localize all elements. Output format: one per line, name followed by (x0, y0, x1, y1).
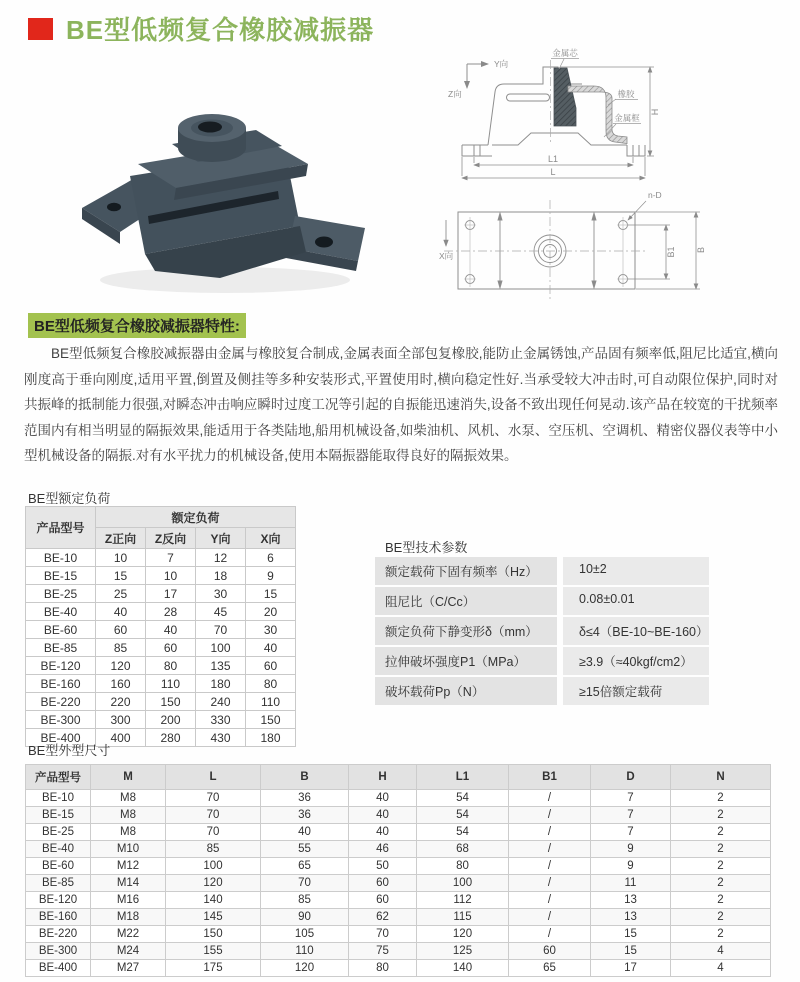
value-cell: 80 (417, 858, 509, 875)
value-cell: 280 (146, 729, 196, 747)
value-cell: 17 (591, 960, 671, 977)
features-paragraph: BE型低频复合橡胶减振器由金属与橡胶复合制成,金属表面全部包复橡胶,能防止金属锈蚀,产品固有频率低,阻尼比适宜,横向刚度高于垂向刚度,适用平置,倒置及侧挂等多种安装形式,平置使用时,横向稳定性好.当承受较大冲击时,可自动限位保护,同时对共振峰的抵制能力很强,对瞬态冲击响应瞬时过度工况等引起的自振能迅速消失,设备不致出现任何晃动.该产品在较宽的干扰频率范围内有相当明显的隔振效果,能适用于各类陆地,船用机械设备,如柴油机、风机、水泵、空压机、空调机、精密仪器仪表等中小型机械设备的隔振.对有水平扰力的机械设备,使用本隔振器能取得良好的隔振效果。 (24, 346, 778, 463)
value-cell: 65 (261, 858, 349, 875)
value-cell: 70 (261, 875, 349, 892)
value-cell: / (509, 875, 591, 892)
param-value-cell: δ≤4（BE-10~BE-160） (563, 617, 709, 645)
column-header: Z正向 (96, 528, 146, 549)
value-cell: 85 (166, 841, 261, 858)
column-header: D (591, 765, 671, 790)
value-cell: M10 (91, 841, 166, 858)
table-row (375, 677, 709, 705)
dim-l1-label: L1 (547, 154, 559, 164)
value-cell: 15 (96, 567, 146, 585)
model-cell: BE-85 (26, 639, 96, 657)
dim-h-label: H (650, 108, 660, 116)
holes-count-label: n-D (648, 190, 662, 200)
table-row (26, 675, 296, 693)
value-cell: 115 (417, 909, 509, 926)
value-cell: 2 (671, 926, 771, 943)
value-cell: 54 (417, 807, 509, 824)
value-cell: 135 (196, 657, 246, 675)
value-cell: M18 (91, 909, 166, 926)
table-row (26, 549, 296, 567)
model-cell: BE-400 (26, 960, 91, 977)
param-name-cell: 拉伸破坏强度P1（MPa） (375, 647, 557, 675)
value-cell: M12 (91, 858, 166, 875)
model-cell: BE-300 (26, 711, 96, 729)
table-row (26, 926, 771, 943)
column-header: Z反向 (146, 528, 196, 549)
value-cell: 62 (349, 909, 417, 926)
value-cell: 220 (96, 693, 146, 711)
model-cell: BE-40 (26, 603, 96, 621)
product-photo (60, 56, 392, 301)
value-cell: 30 (246, 621, 296, 639)
value-cell: 65 (509, 960, 591, 977)
value-cell: 2 (671, 858, 771, 875)
value-cell: 17 (146, 585, 196, 603)
table-row (26, 858, 771, 875)
value-cell: M8 (91, 790, 166, 807)
tech-params-table (375, 557, 709, 707)
table-row (26, 807, 771, 824)
param-value-cell: ≥15倍额定载荷 (563, 677, 709, 705)
plan-view-drawing (438, 186, 768, 316)
value-cell: 180 (246, 729, 296, 747)
value-cell: 25 (96, 585, 146, 603)
table-row (26, 790, 771, 807)
value-cell: / (509, 807, 591, 824)
model-cell: BE-10 (26, 549, 96, 567)
value-cell: / (509, 824, 591, 841)
table-row (26, 892, 771, 909)
model-cell: BE-15 (26, 567, 96, 585)
value-cell: 240 (196, 693, 246, 711)
value-cell: 400 (96, 729, 146, 747)
value-cell: 15 (246, 585, 296, 603)
model-cell: BE-40 (26, 841, 91, 858)
value-cell: 15 (591, 926, 671, 943)
value-cell: / (509, 909, 591, 926)
column-group-header: 额定负荷 (96, 507, 296, 528)
value-cell: 430 (196, 729, 246, 747)
value-cell: 180 (196, 675, 246, 693)
value-cell: 45 (196, 603, 246, 621)
value-cell: 120 (417, 926, 509, 943)
dim-b-label: B (696, 246, 706, 254)
value-cell: 40 (349, 824, 417, 841)
value-cell: 85 (96, 639, 146, 657)
column-header: Y向 (196, 528, 246, 549)
value-cell: M22 (91, 926, 166, 943)
tech-params-title: BE型技术参数 (385, 540, 468, 555)
value-cell: 40 (146, 621, 196, 639)
rated-load-table (25, 506, 296, 747)
model-cell: BE-120 (26, 892, 91, 909)
value-cell: 105 (261, 926, 349, 943)
table-row (26, 603, 296, 621)
value-cell: 13 (591, 892, 671, 909)
value-cell: 40 (261, 824, 349, 841)
value-cell: 7 (591, 790, 671, 807)
model-cell: BE-400 (26, 729, 96, 747)
model-cell: BE-15 (26, 807, 91, 824)
value-cell: M8 (91, 824, 166, 841)
value-cell: 36 (261, 790, 349, 807)
value-cell: 40 (349, 807, 417, 824)
value-cell: 4 (671, 960, 771, 977)
value-cell: 110 (146, 675, 196, 693)
value-cell: 330 (196, 711, 246, 729)
model-cell: BE-25 (26, 824, 91, 841)
value-cell: 75 (349, 943, 417, 960)
param-value-cell: ≥3.9（≈40kgf/cm2） (563, 647, 709, 675)
value-cell: 20 (246, 603, 296, 621)
axis-x-label: X向 (439, 251, 454, 261)
red-square-bullet-icon (28, 18, 53, 40)
param-name-cell: 额定载荷下固有频率（Hz） (375, 557, 557, 585)
model-cell: BE-300 (26, 943, 91, 960)
value-cell: 120 (261, 960, 349, 977)
value-cell: 160 (96, 675, 146, 693)
value-cell: M14 (91, 875, 166, 892)
value-cell: 155 (166, 943, 261, 960)
axis-y-label: Y向 (494, 59, 509, 69)
value-cell: / (509, 841, 591, 858)
value-cell: 10 (146, 567, 196, 585)
value-cell: 2 (671, 807, 771, 824)
axis-z-label: Z向 (448, 89, 462, 99)
dimension-table-title: BE型外型尺寸 (28, 743, 111, 758)
table-row (26, 960, 771, 977)
dim-b1-label: B1 (666, 246, 676, 258)
value-cell: 110 (246, 693, 296, 711)
value-cell: 12 (196, 549, 246, 567)
dimension-table (25, 764, 771, 977)
value-cell: 150 (246, 711, 296, 729)
value-cell: 80 (246, 675, 296, 693)
value-cell: 2 (671, 824, 771, 841)
model-cell: BE-25 (26, 585, 96, 603)
value-cell: 11 (591, 875, 671, 892)
value-cell: 140 (166, 892, 261, 909)
model-cell: BE-85 (26, 875, 91, 892)
value-cell: 140 (417, 960, 509, 977)
value-cell: 120 (166, 875, 261, 892)
table-row (26, 567, 296, 585)
column-header-model: 产品型号 (26, 507, 96, 549)
value-cell: M27 (91, 960, 166, 977)
table-row (26, 585, 296, 603)
value-cell: 9 (591, 841, 671, 858)
value-cell: 54 (417, 824, 509, 841)
value-cell: 60 (349, 892, 417, 909)
value-cell: 2 (671, 892, 771, 909)
value-cell: 36 (261, 807, 349, 824)
section-view-drawing (430, 46, 800, 188)
value-cell: / (509, 926, 591, 943)
value-cell: 6 (246, 549, 296, 567)
column-header: M (91, 765, 166, 790)
value-cell: / (509, 790, 591, 807)
table-row (26, 841, 771, 858)
table-row (375, 587, 709, 615)
column-header: L1 (417, 765, 509, 790)
metal-core-label: 金属芯 (552, 48, 578, 58)
value-cell: 300 (96, 711, 146, 729)
table-row (26, 909, 771, 926)
param-name-cell: 阻尼比（C/Cc） (375, 587, 557, 615)
model-cell: BE-160 (26, 909, 91, 926)
page-title: BE型低频复合橡胶减振器 (66, 15, 375, 45)
value-cell: 100 (196, 639, 246, 657)
value-cell: 175 (166, 960, 261, 977)
value-cell: 30 (196, 585, 246, 603)
model-cell: BE-10 (26, 790, 91, 807)
value-cell: 7 (591, 807, 671, 824)
value-cell: 125 (417, 943, 509, 960)
table-row (26, 657, 296, 675)
param-value-cell: 0.08±0.01 (563, 587, 709, 615)
value-cell: 2 (671, 790, 771, 807)
value-cell: 120 (96, 657, 146, 675)
column-header: X向 (246, 528, 296, 549)
table-row (26, 693, 296, 711)
dim-l-label: L (550, 167, 556, 177)
param-name-cell: 破坏载荷Pp（N） (375, 677, 557, 705)
value-cell: / (509, 858, 591, 875)
table-row (26, 639, 296, 657)
value-cell: 28 (146, 603, 196, 621)
value-cell: 7 (591, 824, 671, 841)
value-cell: 50 (349, 858, 417, 875)
value-cell: 100 (417, 875, 509, 892)
model-cell: BE-220 (26, 926, 91, 943)
value-cell: 40 (96, 603, 146, 621)
value-cell: M16 (91, 892, 166, 909)
value-cell: 80 (349, 960, 417, 977)
value-cell: 145 (166, 909, 261, 926)
value-cell: 70 (196, 621, 246, 639)
table-row (26, 824, 771, 841)
column-header: B1 (509, 765, 591, 790)
value-cell: 85 (261, 892, 349, 909)
value-cell: 9 (591, 858, 671, 875)
value-cell: 70 (166, 790, 261, 807)
table-row (26, 711, 296, 729)
value-cell: 80 (146, 657, 196, 675)
value-cell: 9 (246, 567, 296, 585)
value-cell: 70 (349, 926, 417, 943)
value-cell: 60 (349, 875, 417, 892)
value-cell: 112 (417, 892, 509, 909)
model-cell: BE-60 (26, 858, 91, 875)
value-cell: M24 (91, 943, 166, 960)
value-cell: 68 (417, 841, 509, 858)
value-cell: 110 (261, 943, 349, 960)
model-cell: BE-220 (26, 693, 96, 711)
value-cell: 60 (146, 639, 196, 657)
value-cell: M8 (91, 807, 166, 824)
value-cell: 7 (146, 549, 196, 567)
value-cell: 70 (166, 824, 261, 841)
value-cell: 40 (349, 790, 417, 807)
value-cell: 2 (671, 875, 771, 892)
rubber-label: 橡胶 (617, 89, 635, 99)
value-cell: 13 (591, 909, 671, 926)
param-name-cell: 额定负荷下静变形δ（mm） (375, 617, 557, 645)
model-cell: BE-60 (26, 621, 96, 639)
table-row (26, 621, 296, 639)
value-cell: 55 (261, 841, 349, 858)
metal-frame-label: 金属框 (614, 113, 640, 123)
page-header (28, 10, 374, 47)
value-cell: 18 (196, 567, 246, 585)
load-table-title: BE型额定负荷 (28, 491, 111, 506)
value-cell: 54 (417, 790, 509, 807)
value-cell: 60 (96, 621, 146, 639)
value-cell: 60 (246, 657, 296, 675)
value-cell: 40 (246, 639, 296, 657)
table-row (375, 617, 709, 645)
value-cell: 2 (671, 841, 771, 858)
value-cell: 4 (671, 943, 771, 960)
model-cell: BE-120 (26, 657, 96, 675)
value-cell: 200 (146, 711, 196, 729)
value-cell: 2 (671, 909, 771, 926)
column-header: B (261, 765, 349, 790)
value-cell: 70 (166, 807, 261, 824)
column-header: H (349, 765, 417, 790)
column-header: N (671, 765, 771, 790)
value-cell: 15 (591, 943, 671, 960)
table-row (375, 557, 709, 585)
value-cell: 10 (96, 549, 146, 567)
value-cell: 60 (509, 943, 591, 960)
value-cell: 100 (166, 858, 261, 875)
column-header: L (166, 765, 261, 790)
table-row (375, 647, 709, 675)
param-value-cell: 10±2 (563, 557, 709, 585)
model-cell: BE-160 (26, 675, 96, 693)
table-row (26, 875, 771, 892)
column-header: 产品型号 (26, 765, 91, 790)
value-cell: 150 (166, 926, 261, 943)
table-row (26, 943, 771, 960)
value-cell: / (509, 892, 591, 909)
value-cell: 90 (261, 909, 349, 926)
features-heading: BE型低频复合橡胶减振器特性: (28, 313, 246, 338)
value-cell: 150 (146, 693, 196, 711)
value-cell: 46 (349, 841, 417, 858)
